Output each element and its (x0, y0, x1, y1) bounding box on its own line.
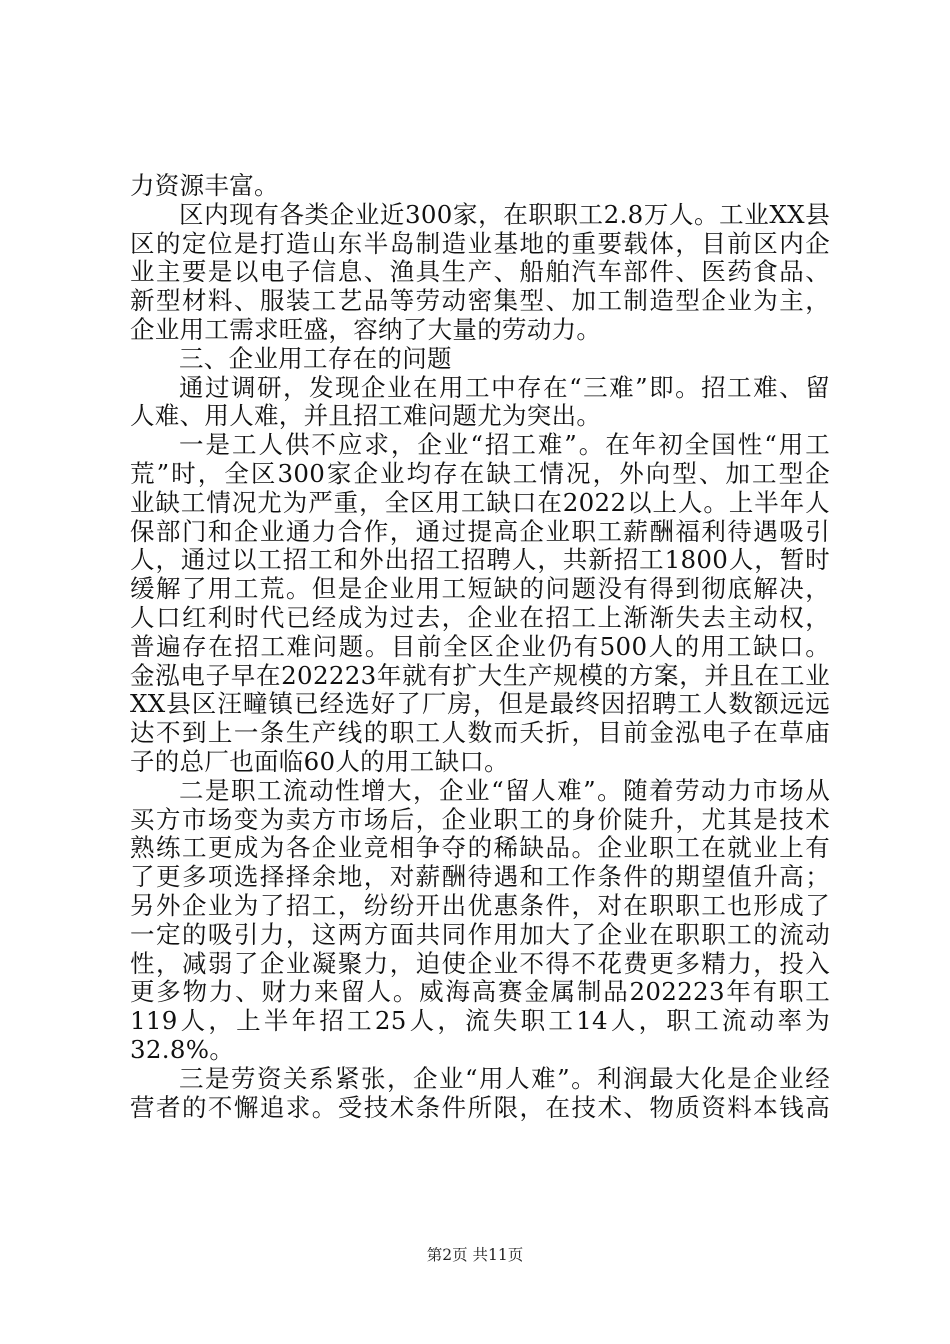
text-line: 子的总厂也面临60人的用工缺口。 (130, 746, 509, 776)
text-line: 业缺工情况尤为严重，全区用工缺口在2022以上人。上半年人 (130, 487, 830, 517)
text-line: 区内现有各类企业近300家，在职职工2.8万人。工业XX县 (179, 199, 830, 229)
text-line: 熟练工更成为各企业竞相争夺的稀缺品。企业职工在就业上有 (130, 833, 830, 863)
text-line: 营者的不懈追求。受技术条件所限，在技术、物质资料本钱高 (130, 1092, 830, 1122)
text-line: 达不到上一条生产线的职工人数而夭折，目前金泓电子在草庙 (130, 718, 830, 748)
body-text (130, 172, 830, 1122)
text-line: 金泓电子早在202223年就有扩大生产规模的方案，并且在工业 (130, 660, 830, 690)
text-line: 企业用工需求旺盛，容纳了大量的劳动力。 (130, 314, 602, 344)
text-line: 32.8%。 (130, 1034, 235, 1064)
text-line: 119人，上半年招工25人，流失职工14人，职工流动率为 (130, 1006, 830, 1036)
text-line: 区的定位是打造山东半岛制造业基地的重要载体，目前区内企 (130, 228, 830, 258)
text-line: XX县区汪疃镇已经选好了厂房，但是最终因招聘工人数额远远 (130, 689, 830, 719)
text-line: 保部门和企业通力合作，通过提高企业职工薪酬福利待遇吸引 (130, 516, 830, 546)
page-number: 第2页 共11页 (426, 1246, 524, 1264)
text-line: 缓解了用工荒。但是企业用工短缺的问题没有得到彻底解决， (130, 574, 830, 604)
text-line: 新型材料、服装工艺品等劳动密集型、加工制造型企业为主， (130, 286, 830, 316)
text-line: 力资源丰富。 (130, 171, 279, 200)
text-line: 人难、用人难，并且招工难问题尤为突出。 (130, 401, 602, 431)
text-line: 业主要是以电子信息、渔具生产、船舶汽车部件、医药食品、 (130, 257, 830, 287)
text-line: 了更多项选择择余地，对薪酬待遇和工作条件的期望值升高； (130, 862, 830, 892)
text-line: 三是劳资关系紧张，企业“用人难”。利润最大化是企业经 (179, 1063, 830, 1093)
text-line: 普遍存在招工难问题。目前全区企业仍有500人的用工缺口。 (130, 631, 830, 661)
text-line: 人口红利时代已经成为过去，企业在招工上渐渐失去主动权， (130, 602, 830, 632)
text-line: 性，减弱了企业凝聚力，迫使企业不得不花费更多精力，投入 (130, 948, 830, 978)
section-heading: 三、企业用工存在的问题 (179, 343, 452, 373)
text-line: 更多物力、财力来留人。威海高赛金属制品202223年有职工 (130, 977, 830, 1007)
text-line: 买方市场变为卖方市场后，企业职工的身价陡升，尤其是技术 (130, 804, 830, 834)
text-line: 通过调研，发现企业在用工中存在“三难”即。招工难、留 (179, 372, 830, 402)
text-line: 荒”时，全区300家企业均存在缺工情况，外向型、加工型企 (130, 458, 830, 488)
text-line: 二是职工流动性增大，企业“留人难”。随着劳动力市场从 (179, 775, 830, 805)
text-line: 另外企业为了招工，纷纷开出优惠条件，对在职职工也形成了 (130, 890, 830, 920)
text-line: 一是工人供不应求，企业“招工难”。在年初全国性“用工 (179, 430, 830, 460)
text-line: 人，通过以工招工和外出招工招聘人，共新招工1800人，暂时 (130, 545, 830, 575)
text-line: 一定的吸引力，这两方面共同作用加大了企业在职职工的流动 (130, 919, 830, 949)
